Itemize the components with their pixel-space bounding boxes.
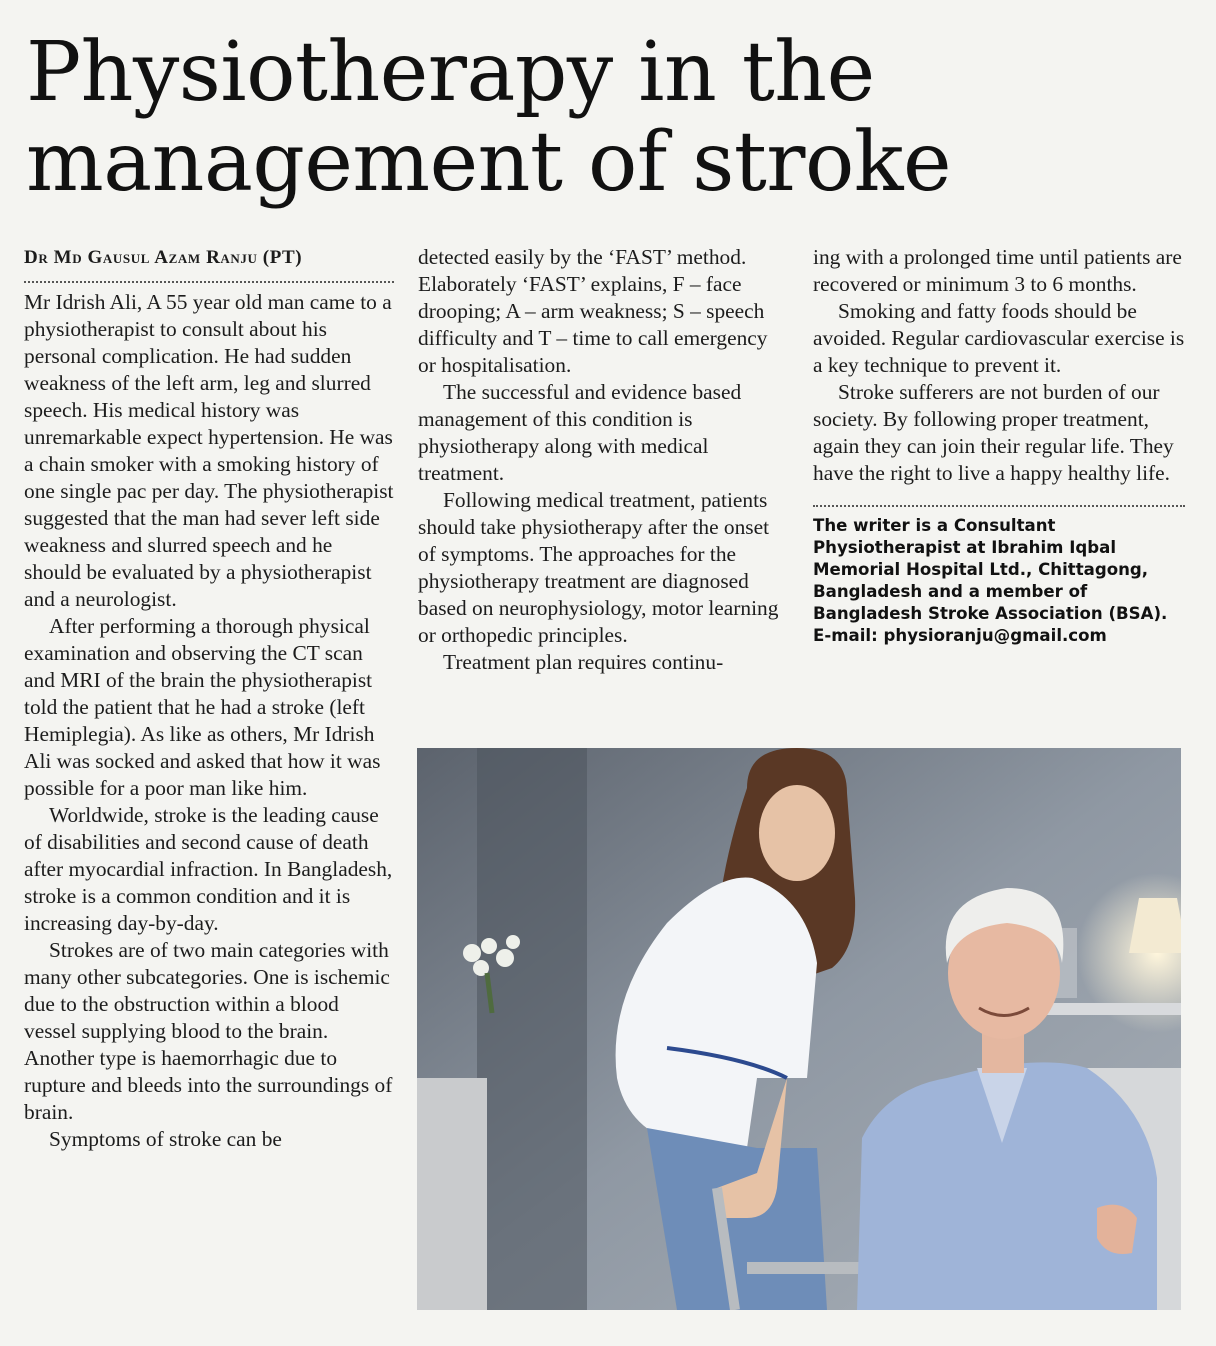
paragraph: Strokes are of two main categories with many other subcategories. One is ischemic due to the obstruction within a blood vessel supplying blood to the brain. Another type is haemorrhagic due to rupture and bleeds into the surroundings of brain. xyxy=(24,938,393,1124)
headline-line-1: Physiotherapy in the xyxy=(26,25,875,120)
author-bio: The writer is a Consultant Physiotherapist at Ibrahim Iqbal Memorial Hospital Ltd., Chittagong, Bangladesh and a member of Bangladesh Stroke Association (BSA). E-mail: physioranju@gmail.com xyxy=(813,516,1168,645)
byline: Dr Md Gausul Azam Ranju (PT) xyxy=(24,244,394,283)
paragraph: Symptoms of stroke can be xyxy=(49,1127,282,1151)
paragraph: ing with a prolonged time until patients are recovered or minimum 3 to 6 months. xyxy=(813,245,1182,296)
headline xyxy=(26,25,1196,210)
headline-line-2: management of stroke xyxy=(26,115,952,210)
nurse-helping-elderly-man-illustration xyxy=(417,748,1181,1310)
paragraph: Following medical treatment, patients should take physiotherapy after the onset of symptoms. The approaches for the physiotherapy treatment are diagnosed based on neurophysiology, motor learning or orthopedic principles. xyxy=(418,488,779,647)
paragraph: After performing a thorough physical examination and observing the CT scan and MRI of the brain the physiotherapist told the patient that he had a stroke (left Hemiplegia). As like as others, Mr Idrish Ali was socked and asked that how it was possible for a poor man like him. xyxy=(24,614,381,800)
article-column-1 xyxy=(24,244,394,1153)
article-column-3 xyxy=(813,244,1185,647)
paragraph: The successful and evidence based management of this condition is physiotherapy along with medical treatment. xyxy=(418,380,742,485)
article-photo xyxy=(417,748,1181,1310)
paragraph: Mr Idrish Ali, A 55 year old man came to a physiotherapist to consult about his personal complication. He had sudden weakness of the left arm, leg and slurred speech. His medical history was unremarkable expect hypertension. He was a chain smoker with a smoking history of one single pac per day. The physiotherapist suggested that the man had sever left side weakness and slurred speech and he should be evaluated by a physiotherapist and a neurologist. xyxy=(24,290,394,611)
divider xyxy=(813,505,1185,507)
paragraph: detected easily by the ‘FAST’ method. Elaborately ‘FAST’ explains, F – face drooping; A – arm weakness; S – speech difficulty and T – time to call emergency or hospitalisation. xyxy=(418,245,768,377)
paragraph: Worldwide, stroke is the leading cause of disabilities and second cause of death after myocardial infraction. In Bangladesh, stroke is a common condition and it is increasing day-by-day. xyxy=(24,803,393,935)
article-column-2 xyxy=(418,244,790,676)
paragraph: Stroke sufferers are not burden of our society. By following proper treatment, again they can join their regular life. They have the right to live a happy healthy life. xyxy=(813,380,1174,485)
paragraph: Smoking and fatty foods should be avoided. Regular cardiovascular exercise is a key technique to prevent it. xyxy=(813,299,1185,377)
paragraph: Treatment plan requires continu- xyxy=(443,650,724,674)
